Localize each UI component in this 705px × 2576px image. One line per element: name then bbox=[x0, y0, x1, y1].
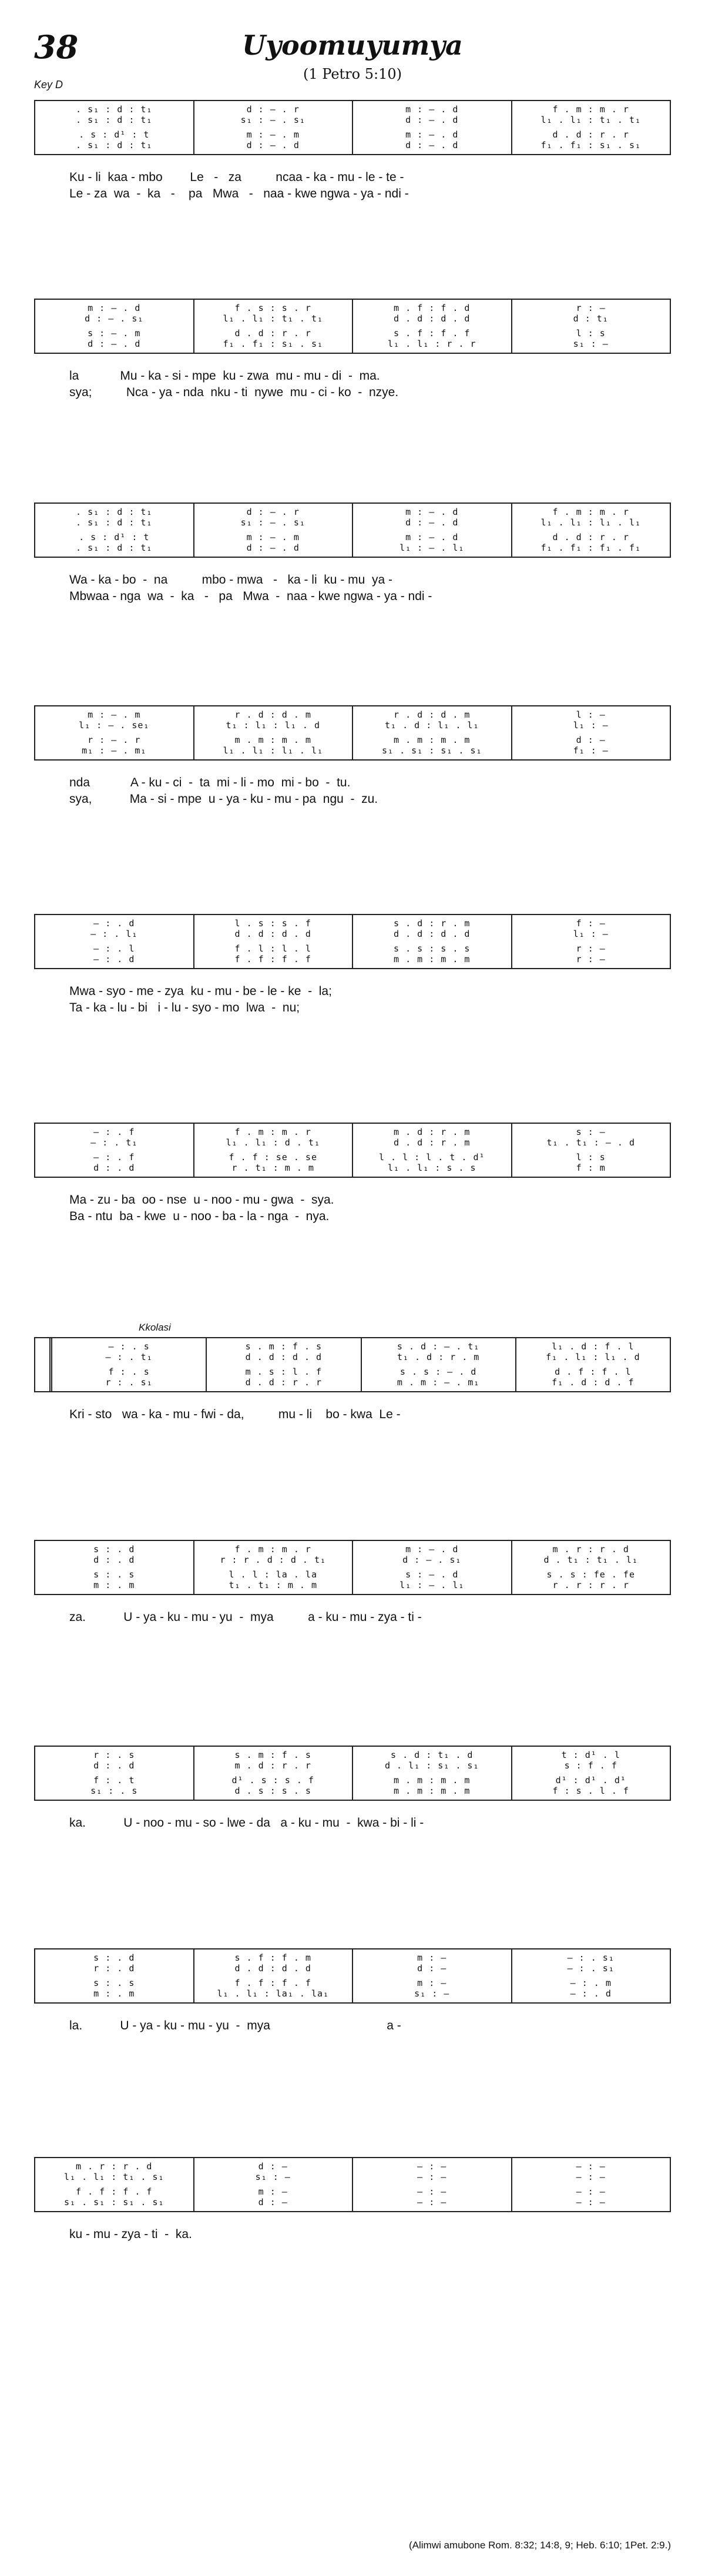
voice-part: m . m : – . m₁ bbox=[397, 1377, 480, 1388]
voice-part: f . s : s . r bbox=[234, 303, 311, 313]
measure bbox=[35, 2158, 194, 2211]
voice-part: l . l : la . la bbox=[229, 1570, 317, 1580]
measure bbox=[194, 2158, 354, 2211]
voice-part: d : — bbox=[417, 1963, 447, 1974]
voice-part: m . r : r . d bbox=[552, 1545, 629, 1555]
voice-part: s₁ : — bbox=[255, 2172, 291, 2182]
music-system bbox=[34, 1540, 671, 1626]
voice-part: s . s : s . s bbox=[394, 944, 471, 954]
voice-part: l : s bbox=[576, 329, 606, 339]
lyric-line: la Mu - ka - si - mpe ku - zwa mu - mu - di - ma. bbox=[69, 369, 380, 383]
music-system bbox=[34, 1948, 671, 2034]
measure bbox=[512, 101, 670, 154]
measure bbox=[353, 2158, 512, 2211]
lyric-line: Ta - ka - lu - bi i - lu - syo - mo lwa - nu; bbox=[69, 1001, 300, 1014]
lyrics bbox=[34, 775, 671, 808]
voice-part: m : – . d bbox=[405, 507, 459, 517]
music-system bbox=[34, 2157, 671, 2243]
lyric-line: la. U - ya - ku - mu - yu - mya a - bbox=[69, 2019, 401, 2032]
voice-part: f : . t bbox=[93, 1776, 135, 1786]
voice-part: l₁ : — bbox=[573, 929, 609, 939]
voice-part: m : – . d bbox=[88, 303, 141, 313]
staff bbox=[34, 1540, 671, 1595]
measure bbox=[35, 706, 194, 759]
voice-part: s . d : – . t₁ bbox=[397, 1342, 480, 1352]
voice-part: s₁ : – . s₁ bbox=[240, 115, 306, 125]
measure bbox=[194, 300, 354, 353]
voice-part: m : – . d bbox=[405, 1545, 459, 1555]
voice-part: — : — bbox=[576, 2187, 606, 2198]
voice-part: s . f : f . f bbox=[394, 329, 471, 339]
voice-part: f . f : f . f bbox=[76, 2187, 153, 2198]
voice-part: s : . d bbox=[93, 1953, 135, 1963]
voice-part: l . s : s . f bbox=[234, 919, 311, 929]
voice-part: d : – . d bbox=[246, 140, 300, 150]
voice-part: d . d : d . d bbox=[234, 1963, 311, 1974]
voice-part: d¹ : d¹ . d¹ bbox=[555, 1776, 626, 1786]
voice-part: d . d : r . r bbox=[552, 130, 629, 140]
lyric-line: ku - mu - zya - ti - ka. bbox=[69, 2227, 192, 2241]
measure bbox=[512, 504, 670, 557]
measure bbox=[353, 915, 512, 968]
voice-part: s₁ : — bbox=[414, 1988, 450, 1999]
voice-part: d : – . s₁ bbox=[85, 313, 144, 324]
lyrics bbox=[34, 169, 671, 202]
voice-part: . s : d¹ : t bbox=[79, 130, 150, 140]
voice-part: m : – . m bbox=[246, 130, 300, 140]
voice-part: s . d : r . m bbox=[394, 919, 471, 929]
measure bbox=[353, 101, 512, 154]
voice-part: — : — bbox=[417, 2187, 447, 2198]
measure bbox=[35, 1124, 194, 1177]
lyric-line: Wa - ka - bo - na mbo - mwa - ka - li ku - mu ya - bbox=[69, 573, 392, 587]
measure bbox=[353, 1747, 512, 1800]
voice-part: d : . d bbox=[93, 1760, 135, 1771]
voice-part: r : – . r bbox=[88, 735, 141, 746]
voice-part: s . f : f . m bbox=[234, 1953, 311, 1963]
voice-part: f . m : m . r bbox=[552, 507, 629, 517]
voice-part: t₁ . t₁ : m . m bbox=[229, 1580, 317, 1590]
voice-part: d . f : f . l bbox=[555, 1367, 632, 1378]
voice-part: d . t₁ : t₁ . l₁ bbox=[543, 1555, 638, 1565]
voice-part: f : — bbox=[576, 919, 606, 929]
lyric-line: ka. U - noo - mu - so - lwe - da a - ku - mu - kwa - bi - li - bbox=[69, 1816, 424, 1830]
voice-part: d : — bbox=[576, 735, 606, 746]
measure bbox=[35, 504, 194, 557]
lyric-line: Kri - sto wa - ka - mu - fwi - da, mu - li bo - kwa Le - bbox=[69, 1408, 401, 1421]
lyrics bbox=[34, 2226, 671, 2243]
voice-part: l . l : l . t . d¹ bbox=[378, 1153, 485, 1163]
voice-part: f₁ . f₁ : s₁ . s₁ bbox=[540, 140, 642, 150]
voice-part: m . d : r . m bbox=[394, 1127, 471, 1137]
voice-part: — : . d bbox=[570, 1988, 612, 1999]
measure bbox=[512, 706, 670, 759]
lyrics bbox=[34, 2018, 671, 2034]
voice-part: m : — bbox=[417, 1953, 447, 1963]
lyric-line: Le - za wa - ka - pa Mwa - naa - kwe ngwa - ya - ndi - bbox=[69, 187, 409, 200]
measure bbox=[512, 300, 670, 353]
voice-part: d . d : r . r bbox=[552, 532, 629, 543]
voice-part: r : — bbox=[576, 954, 606, 964]
voice-part: s : f . f bbox=[564, 1760, 617, 1771]
voice-part: d : – . d bbox=[405, 140, 459, 150]
voice-part: . s₁ : d : t₁ bbox=[76, 517, 153, 528]
voice-part: r . r : r . r bbox=[552, 1580, 629, 1590]
measure bbox=[194, 1747, 354, 1800]
measure bbox=[512, 1541, 670, 1594]
scripture-reference: (1 Petro 5:10) bbox=[303, 66, 402, 82]
lyric-line: nda A - ku - ci - ta mi - li - mo mi - bo - tu. bbox=[69, 776, 351, 789]
voice-part: — : . d bbox=[93, 919, 135, 929]
music-system bbox=[34, 1746, 671, 1831]
voice-part: f₁ : — bbox=[573, 745, 609, 756]
voice-part: m . s : l . f bbox=[245, 1367, 323, 1378]
staff bbox=[34, 914, 671, 969]
voice-part: m . f : f . d bbox=[394, 303, 471, 313]
voice-part: f₁ . f₁ : s₁ . s₁ bbox=[223, 339, 324, 349]
voice-part: — : — bbox=[576, 2162, 606, 2172]
voice-part: — : . d bbox=[93, 954, 135, 964]
measure bbox=[362, 1338, 516, 1391]
voice-part: s : . d bbox=[93, 1545, 135, 1555]
voice-part: — : . l bbox=[93, 944, 135, 954]
music-system bbox=[34, 503, 671, 605]
voice-part: l₁ . l₁ : la₁ . la₁ bbox=[217, 1988, 330, 1999]
voice-part: m : . m bbox=[93, 1988, 135, 1999]
footer-references: (Alimwi amubone Rom. 8:32; 14:8, 9; Heb. 6:10; 1Pet. 2:9.) bbox=[408, 2540, 671, 2551]
voice-part: — : . s₁ bbox=[567, 1953, 615, 1963]
lyrics bbox=[34, 1406, 671, 1423]
voice-part: l₁ : — bbox=[573, 720, 609, 731]
voice-part: s . s : – . d bbox=[400, 1367, 477, 1378]
measure bbox=[194, 1541, 354, 1594]
voice-part: f . m : m . r bbox=[552, 105, 629, 115]
voice-part: l₁ . l₁ : d . t₁ bbox=[226, 1137, 320, 1148]
voice-part: s₁ . s₁ : s₁ . s₁ bbox=[63, 2197, 164, 2207]
voice-part: — : . s bbox=[108, 1342, 150, 1352]
measure bbox=[353, 706, 512, 759]
voice-part: m . d : r . r bbox=[234, 1760, 311, 1771]
lyric-line: sya, Ma - si - mpe u - ya - ku - mu - pa ngu - zu. bbox=[69, 792, 378, 806]
voice-part: d . s : s . s bbox=[234, 1786, 311, 1796]
voice-part: d : – . d bbox=[88, 339, 141, 349]
voice-part: s₁ . s₁ : s₁ . s₁ bbox=[381, 745, 482, 756]
voice-part: l₁ . d : f . l bbox=[552, 1342, 634, 1352]
voice-part: m . m : m . m bbox=[394, 1786, 471, 1796]
voice-part: f : . s bbox=[108, 1367, 150, 1378]
measure bbox=[194, 706, 354, 759]
voice-part: s . m : f . s bbox=[245, 1342, 323, 1352]
lyric-line: Mwa - syo - me - zya ku - mu - be - le - ke - la; bbox=[69, 984, 332, 998]
measure bbox=[353, 300, 512, 353]
staff bbox=[34, 705, 671, 761]
voice-part: r . d : d . m bbox=[394, 710, 471, 720]
measure bbox=[35, 101, 194, 154]
measure bbox=[512, 1949, 670, 2002]
voice-part: l₁ : – . l₁ bbox=[400, 542, 465, 553]
voice-part: f . f : f . f bbox=[234, 1978, 311, 1989]
measure bbox=[35, 1747, 194, 1800]
music-system bbox=[34, 100, 671, 202]
measure bbox=[512, 915, 670, 968]
voice-part: r : . d bbox=[93, 1963, 135, 1974]
staff bbox=[34, 1948, 671, 2004]
voice-part: f . f : se . se bbox=[229, 1153, 317, 1163]
voice-part: f : s . l . f bbox=[552, 1786, 629, 1796]
voice-part: m : – . d bbox=[405, 532, 459, 543]
voice-part: — : — bbox=[576, 2197, 606, 2207]
key-signature: Key D bbox=[34, 79, 63, 91]
measure bbox=[353, 1124, 512, 1177]
voice-part: d : – . d bbox=[405, 115, 459, 125]
measure bbox=[194, 1949, 354, 2002]
voice-part: l₁ . l₁ : r . r bbox=[388, 339, 476, 349]
voice-part: m . m : m . m bbox=[234, 735, 311, 746]
voice-part: d . d : r . r bbox=[234, 329, 311, 339]
voice-part: — : . t₁ bbox=[90, 1137, 138, 1148]
music-system bbox=[34, 705, 671, 808]
lyric-line: za. U - ya - ku - mu - yu - mya a - ku - mu - zya - ti - bbox=[69, 1610, 422, 1624]
voice-part: — : . t₁ bbox=[105, 1352, 153, 1362]
lyrics bbox=[34, 983, 671, 1016]
voice-part: m . r : r . d bbox=[76, 2162, 153, 2172]
staff bbox=[34, 2157, 671, 2212]
voice-part: d . l₁ : s₁ . s₁ bbox=[385, 1760, 479, 1771]
voice-part: f₁ . d : d . f bbox=[552, 1377, 634, 1388]
measure bbox=[194, 915, 354, 968]
voice-part: r : . s₁ bbox=[105, 1377, 153, 1388]
lyrics bbox=[34, 1609, 671, 1626]
lyric-line: Mbwaa - nga wa - ka - pa Mwa - naa - kwe ngwa - ya - ndi - bbox=[69, 589, 432, 603]
voice-part: d : – . d bbox=[246, 542, 300, 553]
voice-part: m : – . m bbox=[88, 710, 141, 720]
lyric-line: sya; Nca - ya - nda nku - ti nywe mu - ci - ko - nzye. bbox=[69, 386, 399, 399]
voice-part: — : — bbox=[417, 2197, 447, 2207]
voice-part: s : – . m bbox=[88, 329, 141, 339]
voice-part: d : — bbox=[258, 2162, 288, 2172]
voice-part: f₁ . l₁ : l₁ . d bbox=[546, 1352, 640, 1362]
measure bbox=[194, 1124, 354, 1177]
voice-part: m . m : m . m bbox=[394, 1776, 471, 1786]
voice-part: . s₁ : d : t₁ bbox=[76, 507, 153, 517]
hymn-number: 38 bbox=[34, 28, 79, 66]
voice-part: l₁ . l₁ : s . s bbox=[388, 1163, 476, 1173]
voice-part: m : – . m bbox=[246, 532, 300, 543]
measure bbox=[194, 101, 354, 154]
lyrics bbox=[34, 572, 671, 605]
measure bbox=[207, 1338, 361, 1391]
voice-part: d . d : d . d bbox=[394, 313, 471, 324]
staff bbox=[34, 1746, 671, 1801]
voice-part: l₁ . l₁ : l₁ . l₁ bbox=[540, 517, 642, 528]
hymn-title: Uyoomuyumya bbox=[242, 29, 463, 61]
voice-part: l : s bbox=[576, 1153, 606, 1163]
voice-part: t₁ . d : l₁ . l₁ bbox=[385, 720, 479, 731]
staff bbox=[34, 1337, 671, 1392]
music-system bbox=[34, 1322, 671, 1423]
staff bbox=[34, 1123, 671, 1178]
voice-part: — : . l₁ bbox=[90, 929, 138, 939]
voice-part: m : — bbox=[417, 1978, 447, 1989]
voice-part: r : . s bbox=[93, 1750, 135, 1760]
measure bbox=[52, 1338, 207, 1391]
voice-part: r : r . d : d . t₁ bbox=[220, 1555, 327, 1565]
voice-part: l₁ : – . se₁ bbox=[79, 720, 150, 731]
voice-part: l : — bbox=[576, 710, 606, 720]
voice-part: m . m : m . m bbox=[394, 735, 471, 746]
voice-part: m : – . d bbox=[405, 130, 459, 140]
voice-part: f . l : l . l bbox=[234, 944, 311, 954]
lyrics bbox=[34, 1192, 671, 1225]
measure bbox=[353, 1541, 512, 1594]
voice-part: — : — bbox=[576, 2172, 606, 2182]
voice-part: s₁ : . s bbox=[90, 1786, 138, 1796]
staff bbox=[34, 100, 671, 155]
voice-part: m : – . d bbox=[405, 105, 459, 115]
voice-part: d . d : r . m bbox=[394, 1137, 471, 1148]
voice-part: . s : d¹ : t bbox=[79, 532, 150, 543]
voice-part: m : — bbox=[258, 2187, 288, 2198]
voice-part: l₁ . l₁ : l₁ . l₁ bbox=[223, 745, 324, 756]
voice-part: — : . s₁ bbox=[567, 1963, 615, 1974]
voice-part: d : t₁ bbox=[573, 313, 609, 324]
voice-part: l₁ . l₁ : t₁ . s₁ bbox=[63, 2172, 164, 2182]
voice-part: f : m bbox=[576, 1163, 606, 1173]
staff bbox=[34, 503, 671, 558]
music-system bbox=[34, 1123, 671, 1225]
voice-part: d : . d bbox=[93, 1555, 135, 1565]
voice-part: l₁ : – . l₁ bbox=[400, 1580, 465, 1590]
lyric-line: Ba - ntu ba - kwe u - noo - ba - la - nga - nya. bbox=[69, 1210, 330, 1223]
staff bbox=[34, 299, 671, 354]
voice-part: d . d : d . d bbox=[234, 929, 311, 939]
lyrics bbox=[34, 368, 671, 401]
voice-part: d . d : d . d bbox=[394, 929, 471, 939]
voice-part: s . d : t₁ . d bbox=[391, 1750, 474, 1760]
measure bbox=[512, 2158, 670, 2211]
voice-part: . s₁ : d : t₁ bbox=[76, 105, 153, 115]
measure bbox=[35, 1541, 194, 1594]
measure bbox=[512, 1124, 670, 1177]
music-system bbox=[34, 914, 671, 1016]
voice-part: d¹ . s : s . f bbox=[231, 1776, 314, 1786]
voice-part: t₁ : l₁ : l₁ . d bbox=[226, 720, 320, 731]
voice-part: f . f : f . f bbox=[234, 954, 311, 964]
voice-part: s₁ : — bbox=[573, 339, 609, 349]
voice-part: d : – . r bbox=[246, 105, 300, 115]
measure bbox=[512, 1747, 670, 1800]
voice-part: m . m : m . m bbox=[394, 954, 471, 964]
voice-part: f . m : m . r bbox=[234, 1127, 311, 1137]
voice-part: m : . m bbox=[93, 1580, 135, 1590]
voice-part: s : — bbox=[576, 1127, 606, 1137]
voice-part: s . m : f . s bbox=[234, 1750, 311, 1760]
voice-part: — : — bbox=[417, 2172, 447, 2182]
voice-part: l₁ . l₁ : t₁ . t₁ bbox=[223, 313, 324, 324]
voice-part: d : — bbox=[258, 2197, 288, 2207]
voice-part: d : . d bbox=[93, 1163, 135, 1173]
voice-part: d . d : r . r bbox=[245, 1377, 323, 1388]
voice-part: t₁ . t₁ : – . d bbox=[546, 1137, 635, 1148]
voice-part: s : – . d bbox=[405, 1570, 459, 1580]
voice-part: t₁ . d : r . m bbox=[397, 1352, 480, 1362]
voice-part: d : – . d bbox=[405, 517, 459, 528]
music-system bbox=[34, 299, 671, 401]
voice-part: d : – . s₁ bbox=[402, 1555, 462, 1565]
voice-part: . s₁ : d : t₁ bbox=[76, 115, 153, 125]
voice-part: f . m : m . r bbox=[234, 1545, 311, 1555]
voice-part: — : . f bbox=[93, 1153, 135, 1163]
voice-part: r : — bbox=[576, 303, 606, 313]
measure bbox=[353, 504, 512, 557]
measure bbox=[353, 1949, 512, 2002]
voice-part: s : . s bbox=[93, 1978, 135, 1989]
voice-part: f₁ . f₁ : f₁ . f₁ bbox=[540, 542, 642, 553]
lyric-line: Ku - li kaa - mbo Le - za ncaa - ka - mu - le - te - bbox=[69, 170, 404, 184]
voice-part: r : — bbox=[576, 944, 606, 954]
voice-part: r . d : d . m bbox=[234, 710, 311, 720]
voice-part: . s₁ : d : t₁ bbox=[76, 140, 153, 150]
lyrics bbox=[34, 1815, 671, 1831]
measure bbox=[194, 504, 354, 557]
repeat-barline bbox=[35, 1338, 52, 1391]
voice-part: d : – . r bbox=[246, 507, 300, 517]
measure bbox=[35, 1949, 194, 2002]
voice-part: s . s : fe . fe bbox=[546, 1570, 635, 1580]
measure bbox=[516, 1338, 670, 1391]
voice-part: — : . f bbox=[93, 1127, 135, 1137]
section-label: Kkolasi bbox=[139, 1322, 171, 1333]
lyric-line: Ma - zu - ba oo - nse u - noo - mu - gwa - sya. bbox=[69, 1193, 334, 1207]
voice-part: m₁ : – . m₁ bbox=[82, 745, 147, 756]
voice-part: r . t₁ : m . m bbox=[231, 1163, 314, 1173]
measure bbox=[35, 915, 194, 968]
voice-part: s₁ : – . s₁ bbox=[240, 517, 306, 528]
measure bbox=[35, 300, 194, 353]
voice-part: t : d¹ . l bbox=[561, 1750, 620, 1760]
voice-part: — : — bbox=[417, 2162, 447, 2172]
voice-part: . s₁ : d : t₁ bbox=[76, 542, 153, 553]
voice-part: s : . s bbox=[93, 1570, 135, 1580]
voice-part: — : . m bbox=[570, 1978, 612, 1989]
voice-part: l₁ . l₁ : t₁ . t₁ bbox=[540, 115, 642, 125]
voice-part: d . d : d . d bbox=[245, 1352, 323, 1362]
